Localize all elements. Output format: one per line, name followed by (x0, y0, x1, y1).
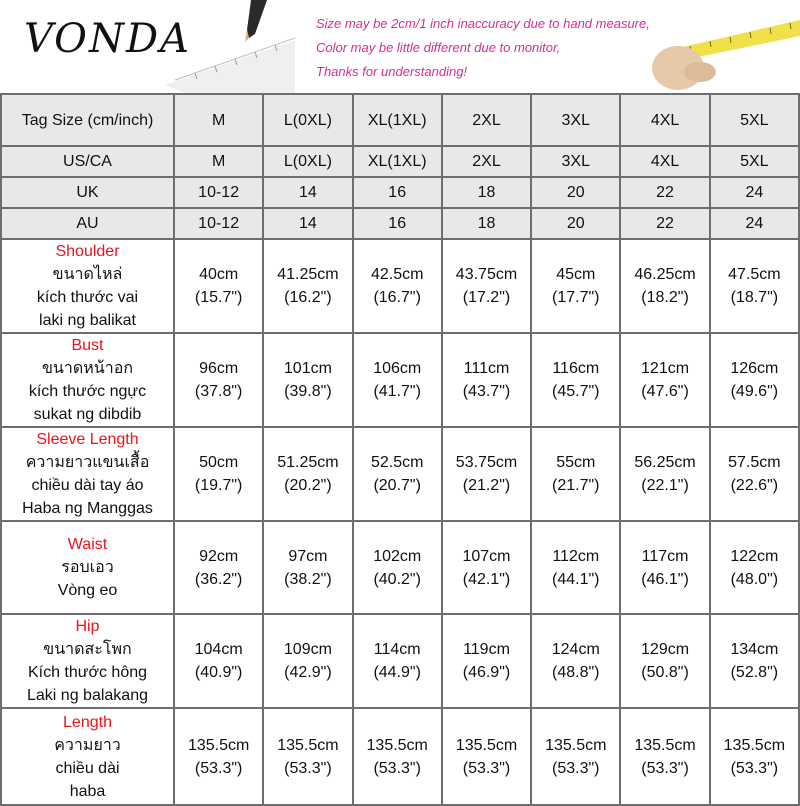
measurement-value: 106cm (373, 360, 422, 377)
measurement-value: (48.8") (552, 664, 600, 681)
measurement-translation: chiều dài tay áo (31, 477, 144, 494)
row-label: Tag Size (cm/inch) (1, 94, 174, 146)
size-cell: XL(1XL) (353, 146, 442, 177)
row-label: US/CA (1, 146, 174, 177)
measurement-cell (174, 614, 263, 708)
measurement-value: (17.2") (462, 289, 511, 306)
measurement-cell (710, 427, 799, 521)
measurement-cell (710, 521, 799, 614)
measurement-label (1, 521, 174, 614)
measurement-value: (53.3") (284, 759, 332, 777)
measurement-value: (46.1") (641, 570, 689, 588)
measurement-cell (353, 239, 442, 333)
measurement-cell (620, 427, 709, 521)
measurement-value: 135.5cm (455, 736, 518, 754)
size-cell: 14 (263, 208, 352, 239)
measurement-cell (710, 333, 799, 427)
measurement-value: 135.5cm (366, 736, 428, 754)
size-cell: 2XL (442, 94, 531, 146)
measurement-cell (353, 427, 442, 521)
measurement-value: 112cm (552, 547, 600, 565)
measurement-translation: sukat ng dibdib (33, 406, 142, 423)
size-chart-table (0, 93, 800, 806)
measurement-cell (174, 239, 263, 333)
size-cell: 2XL (442, 146, 531, 177)
measurement-value: 109cm (283, 641, 332, 658)
measurement-label (1, 239, 174, 333)
measurement-cell (531, 708, 620, 805)
measurement-value: 55cm (556, 454, 596, 471)
measurement-cell (353, 614, 442, 708)
measurement-value: 40cm (199, 266, 239, 283)
measurement-translation: chiều dài (55, 759, 120, 777)
size-cell: 22 (620, 177, 709, 208)
measurement-name: Length (63, 713, 112, 731)
measuring-tape-icon (640, 0, 800, 93)
measurement-translation: ขนาดไหล่ (52, 266, 123, 283)
size-cell: 5XL (710, 146, 799, 177)
measurement-value: (52.8") (730, 664, 779, 681)
measurement-value: (42.1") (462, 570, 511, 588)
size-header-row (1, 94, 799, 146)
measurement-translation: kích thước ngực (28, 383, 147, 400)
measurement-value: (39.8") (284, 383, 332, 400)
notice-line: Thanks for understanding! (316, 64, 468, 79)
measurement-cell (263, 239, 352, 333)
measurement-value: (45.7") (552, 383, 600, 400)
measurement-cell (174, 427, 263, 521)
measurement-name: Hip (75, 618, 100, 635)
measurement-cell (710, 239, 799, 333)
measurement-value: 121cm (641, 360, 690, 377)
measurement-value: 117cm (641, 547, 689, 565)
measurement-value: (22.6") (730, 477, 779, 494)
measurement-cell (620, 333, 709, 427)
size-cell: 24 (710, 177, 799, 208)
measurement-row (1, 333, 799, 427)
measurement-value: 43.75cm (455, 266, 518, 283)
measurement-value: 114cm (373, 641, 421, 658)
measurement-value: 50cm (199, 454, 239, 471)
measurement-cell (353, 521, 442, 614)
measurement-value: 135.5cm (545, 736, 607, 754)
notice-line: Size may be 2cm/1 inch inaccuracy due to hand measure, (316, 16, 650, 31)
measurement-value: 116cm (552, 360, 600, 377)
measurement-value: (20.2") (284, 477, 332, 494)
measurement-value: (22.1") (641, 477, 689, 494)
size-cell: M (174, 146, 263, 177)
measurement-cell (263, 333, 352, 427)
measurement-value: 46.25cm (634, 266, 696, 283)
measurement-value: 101cm (283, 360, 332, 377)
measurement-value: (47.6") (641, 383, 689, 400)
measurement-cell (174, 521, 263, 614)
measurement-value: (41.7") (373, 383, 421, 400)
measurement-cell (620, 521, 709, 614)
measurement-value: 97cm (288, 547, 328, 565)
brand-logo: VONDA (24, 16, 191, 62)
measurement-value: 129cm (641, 641, 690, 658)
measurement-value: (53.3") (462, 759, 511, 777)
measurement-value: (53.3") (552, 759, 600, 777)
measurement-value: (48.0") (730, 570, 779, 588)
measurement-value: (50.8") (641, 664, 689, 681)
measurement-translation: kích thước vai (36, 289, 139, 306)
measurement-value: 124cm (551, 641, 600, 658)
measurement-value: (16.2") (284, 289, 332, 306)
measurement-value: (49.6") (730, 383, 779, 400)
size-cell: 22 (620, 208, 709, 239)
header-banner (0, 0, 800, 93)
measurement-row (1, 521, 799, 614)
measurement-value: 126cm (730, 360, 779, 377)
measurement-cell (531, 427, 620, 521)
size-cell: 4XL (620, 146, 709, 177)
measurement-translation: Kích thước hông (27, 664, 148, 681)
size-cell: 4XL (620, 94, 709, 146)
measurement-value: (40.2") (373, 570, 421, 588)
measurement-cell (531, 333, 620, 427)
measurement-value: (53.3") (641, 759, 689, 777)
measurement-value: 135.5cm (723, 736, 786, 754)
pencil-ruler-icon (155, 0, 295, 93)
measurement-value: (42.9") (284, 664, 332, 681)
measurement-label (1, 427, 174, 521)
measurement-value: (20.7") (373, 477, 421, 494)
measurement-value: (36.2") (194, 570, 243, 588)
notice-line: Color may be little different due to monitor, (316, 40, 561, 55)
measurement-translation: Haba ng Manggas (22, 500, 153, 517)
size-cell: 14 (263, 177, 352, 208)
measurement-name: Sleeve Length (36, 431, 139, 448)
measurement-name: Waist (67, 536, 108, 553)
measurement-translation: ความยาว (54, 736, 121, 754)
size-cell: 18 (442, 177, 531, 208)
measurement-cell (442, 427, 531, 521)
measurement-row (1, 239, 799, 333)
measurement-translation: Laki ng balakang (27, 687, 148, 704)
row-label: AU (1, 208, 174, 239)
row-label: UK (1, 177, 174, 208)
measurement-value: 51.25cm (277, 454, 339, 471)
measurement-cell (263, 614, 352, 708)
measurement-value: (53.3") (194, 759, 243, 777)
measurement-cell (531, 521, 620, 614)
measurement-cell (263, 521, 352, 614)
size-cell: 16 (353, 177, 442, 208)
measurement-value: (17.7") (552, 289, 600, 306)
measurement-row (1, 427, 799, 521)
size-cell: 10-12 (174, 177, 263, 208)
measurement-cell (620, 239, 709, 333)
measurement-translation: ขนาดสะโพก (43, 641, 132, 658)
measurement-value: 102cm (373, 547, 422, 565)
measurement-label (1, 614, 174, 708)
measurement-translation: Vòng eo (57, 582, 118, 599)
size-cell: M (174, 94, 263, 146)
notice-text (316, 12, 650, 84)
measurement-value: 47.5cm (728, 266, 781, 283)
measurement-value: (38.2") (284, 570, 332, 588)
measurement-value: 92cm (199, 547, 239, 565)
measurement-value: 119cm (463, 641, 510, 658)
size-cell: L(0XL) (263, 146, 352, 177)
measurement-value: 96cm (199, 360, 239, 377)
size-cell: 5XL (710, 94, 799, 146)
measurement-translation: haba (69, 782, 106, 800)
measurement-translation: laki ng balikat (39, 312, 136, 329)
measurement-value: 52.5cm (370, 454, 424, 471)
size-cell: 16 (353, 208, 442, 239)
measurement-translation: รอบเอว (61, 559, 114, 576)
size-header-row (1, 146, 799, 177)
measurement-value: (53.3") (730, 759, 779, 777)
measurement-row (1, 614, 799, 708)
measurement-value: (21.2") (462, 477, 511, 494)
measurement-value: 135.5cm (634, 736, 696, 754)
measurement-value: 41.25cm (277, 266, 339, 283)
measurement-value: (44.9") (373, 664, 421, 681)
measurement-cell (531, 239, 620, 333)
size-cell: 18 (442, 208, 531, 239)
measurement-value: 56.25cm (634, 454, 696, 471)
measurement-value: 134cm (730, 641, 779, 658)
size-cell: 20 (531, 177, 620, 208)
measurement-value: 135.5cm (277, 736, 339, 754)
size-header-row (1, 208, 799, 239)
measurement-value: (18.2") (641, 289, 689, 306)
measurement-cell (442, 614, 531, 708)
measurement-row (1, 708, 799, 805)
measurement-value: 107cm (462, 547, 511, 565)
measurement-value: (19.7") (194, 477, 243, 494)
size-cell: XL(1XL) (353, 94, 442, 146)
size-cell: 3XL (531, 146, 620, 177)
measurement-cell (353, 708, 442, 805)
measurement-name: Bust (71, 337, 104, 354)
measurement-cell (710, 614, 799, 708)
measurement-value: (53.3") (373, 759, 421, 777)
measurement-cell (620, 708, 709, 805)
measurement-value: 104cm (194, 641, 243, 658)
measurement-name: Shoulder (55, 243, 120, 260)
measurement-value: 45cm (556, 266, 596, 283)
measurement-cell (442, 521, 531, 614)
measurement-cell (174, 708, 263, 805)
measurement-value: (15.7") (194, 289, 243, 306)
measurement-cell (710, 708, 799, 805)
measurement-value: (46.9") (462, 664, 511, 681)
measurement-cell (174, 333, 263, 427)
measurement-value: 111cm (463, 360, 510, 377)
measurement-value: (43.7") (462, 383, 511, 400)
measurement-value: (16.7") (373, 289, 421, 306)
measurement-value: 53.75cm (455, 454, 518, 471)
measurement-translation: ขนาดหน้าอก (41, 360, 133, 377)
measurement-value: 42.5cm (370, 266, 424, 283)
size-cell: 20 (531, 208, 620, 239)
measurement-cell (263, 427, 352, 521)
measurement-value: (44.1") (552, 570, 600, 588)
measurement-value: (18.7") (730, 289, 779, 306)
measurement-label (1, 333, 174, 427)
measurement-cell (442, 708, 531, 805)
size-cell: 3XL (531, 94, 620, 146)
measurement-value: 122cm (730, 547, 779, 565)
measurement-value: (40.9") (194, 664, 243, 681)
measurement-label (1, 708, 174, 805)
measurement-value: 57.5cm (728, 454, 781, 471)
measurement-value: (37.8") (194, 383, 243, 400)
size-header-row (1, 177, 799, 208)
measurement-cell (442, 333, 531, 427)
measurement-value: 135.5cm (187, 736, 250, 754)
measurement-cell (442, 239, 531, 333)
measurement-cell (353, 333, 442, 427)
measurement-translation: ความยาวแขนเสื้อ (25, 454, 150, 471)
measurement-cell (620, 614, 709, 708)
size-cell: 24 (710, 208, 799, 239)
size-cell: 10-12 (174, 208, 263, 239)
measurement-value: (21.7") (552, 477, 600, 494)
size-cell: L(0XL) (263, 94, 352, 146)
measurement-cell (263, 708, 352, 805)
measurement-cell (531, 614, 620, 708)
